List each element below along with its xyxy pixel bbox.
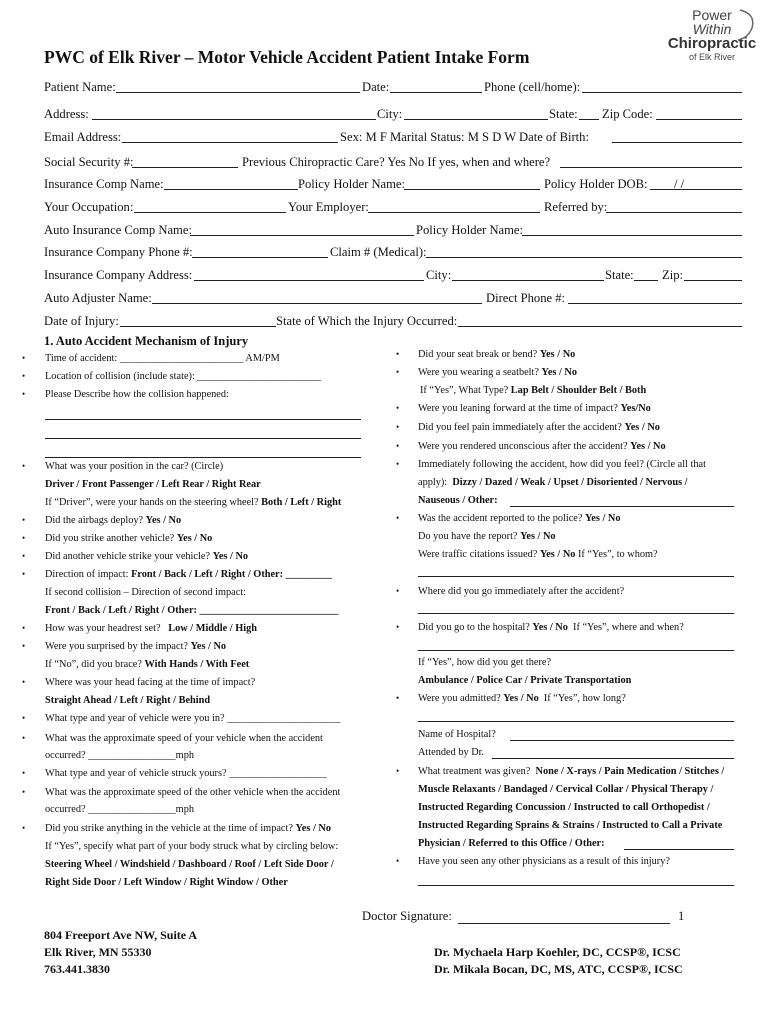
unconscious-options[interactable]: Yes / No	[630, 441, 666, 452]
page-title: PWC of Elk River – Motor Vehicle Accident Patient Intake Form	[44, 47, 530, 67]
bullet: •	[396, 856, 400, 866]
citation-field[interactable]	[418, 564, 734, 577]
swoosh-icon	[712, 8, 760, 42]
physicians-question: Have you seen any other physicians as a result of this injury?	[418, 856, 670, 867]
signature-label: Doctor Signature:	[362, 909, 452, 923]
hands-options[interactable]: Both / Left / Right	[261, 497, 342, 508]
footer-doctors	[434, 944, 683, 978]
feel-question: Immediately following the accident, how did you feel? (Circle all that	[418, 459, 706, 470]
bullet: •	[22, 461, 26, 471]
ssn-label: Social Security #:	[44, 155, 134, 169]
bullet: •	[22, 389, 26, 399]
zip2-field[interactable]	[684, 266, 742, 281]
address-label: Address:	[44, 107, 89, 121]
treatment-options-4[interactable]: Instructed Regarding Sprains & Strains / Instructed to Call a Private	[418, 820, 723, 831]
holder-dob-field[interactable]	[650, 175, 742, 190]
page-number: 1	[678, 909, 685, 923]
time-question[interactable]: Time of accident: ________________________ AM/PM	[45, 353, 280, 364]
injury-date-field[interactable]	[120, 312, 276, 327]
phone-label: Phone (cell/home):	[484, 80, 581, 94]
unconscious-text: Were you rendered unconscious after the accident?	[418, 441, 628, 452]
date-field[interactable]	[390, 78, 482, 93]
logo-line3: Chiropractic	[667, 35, 757, 52]
police-question	[418, 512, 620, 526]
address-line-2: Elk River, MN 55330	[44, 945, 152, 959]
seat-question	[418, 348, 575, 362]
feel-options[interactable]: Dizzy / Dazed / Weak / Upset / Disoriented / Nervous /	[452, 477, 688, 488]
date-label: Date:	[362, 80, 390, 94]
bullet: •	[22, 623, 26, 633]
logo-line1: Power	[692, 7, 732, 23]
bullet: •	[22, 787, 26, 797]
bullet: •	[396, 693, 400, 703]
strike-part-options-2[interactable]: Right Side Door / Left Window / Right Window / Other	[45, 877, 288, 888]
logo-line2: Within	[692, 21, 732, 37]
bullet: •	[22, 371, 26, 381]
other-speed-answer[interactable]: occurred? _________________mph	[45, 804, 194, 815]
pain-text: Did you feel pain immediately after the accident?	[418, 422, 622, 433]
strike-anything-text: Did you strike anything in the vehicle at the time of impact?	[45, 823, 293, 834]
ins-address-field[interactable]	[194, 266, 424, 281]
bullet: •	[22, 353, 26, 363]
surprised-text: Were you surprised by the impact?	[45, 641, 188, 652]
hospital-name-field[interactable]	[510, 728, 734, 741]
airbags-question	[45, 514, 181, 528]
ins-comp-label: Insurance Comp Name:	[44, 177, 164, 191]
vehicle-question[interactable]: What type and year of vehicle were you in? ______________________	[45, 713, 341, 724]
bullet: •	[396, 403, 400, 413]
bullet: •	[22, 768, 26, 778]
injury-state-field[interactable]	[458, 312, 742, 327]
physicians-field[interactable]	[418, 873, 734, 886]
airbags-text: Did the airbags deploy?	[45, 515, 144, 526]
strike-text: Did you strike another vehicle?	[45, 533, 175, 544]
bullet: •	[22, 569, 26, 579]
bullet: •	[22, 713, 26, 723]
admitted-options[interactable]: Yes / No	[503, 693, 539, 704]
seat-text: Did your seat break or bend?	[418, 349, 538, 360]
lean-options[interactable]: Yes/No	[620, 403, 651, 414]
struck-options[interactable]: Yes / No	[212, 551, 249, 562]
bullet: •	[396, 622, 400, 632]
phone-field[interactable]	[582, 78, 742, 93]
patient-name-field[interactable]	[116, 78, 360, 93]
adjuster-field[interactable]	[152, 289, 482, 304]
treatment-text: What treatment was given?	[418, 766, 531, 777]
employer-field[interactable]	[368, 198, 540, 213]
position-options[interactable]: Driver / Front Passenger / Left Rear / Right Rear	[45, 479, 261, 490]
location-question[interactable]: Location of collision (include state): ________________________	[45, 371, 321, 382]
bullet: •	[396, 441, 400, 451]
ssn-field[interactable]	[132, 153, 238, 168]
holder-dob-slashes: / /	[674, 177, 685, 191]
treatment-options-5[interactable]: Physician / Referred to this Office / Other:	[418, 838, 605, 849]
claim-field[interactable]	[426, 243, 742, 258]
where-question: Where did you go immediately after the accident?	[418, 586, 625, 597]
direction-question	[45, 568, 332, 582]
referred-field[interactable]	[606, 198, 742, 213]
admitted-field[interactable]	[418, 709, 734, 722]
injury-state-label: State of Which the Injury Occurred:	[276, 314, 458, 328]
hospital-field[interactable]	[418, 638, 734, 651]
auto-ins-label: Auto Insurance Comp Name:	[44, 223, 192, 237]
treatment-options-2[interactable]: Muscle Relaxants / Bandaged / Cervical Collar / Physical Therapy /	[418, 784, 714, 795]
treatment-options-1[interactable]: None / X-rays / Pain Medication / Stitches /	[535, 766, 725, 777]
holder-dob-label: Policy Holder DOB:	[544, 177, 648, 191]
address-line-1: 804 Freeport Ave NW, Suite A	[44, 928, 198, 942]
city-label: City:	[377, 107, 403, 121]
hospital-text: Did you go to the hospital?	[418, 622, 530, 633]
admitted-text: Were you admitted?	[418, 693, 501, 704]
get-there-options[interactable]: Ambulance / Police Car / Private Transportation	[418, 675, 632, 686]
doctor-2: Dr. Mikala Bocan, DC, MS, ATC, CCSP®, ICSC	[434, 962, 683, 976]
struck-question	[45, 550, 248, 564]
hospital-name-label: Name of Hospital?	[418, 729, 496, 740]
get-there-question: If “Yes”, how did you get there?	[418, 657, 552, 668]
claim-label: Claim # (Medical):	[330, 245, 427, 259]
ins-phone-field[interactable]	[192, 243, 328, 258]
injury-date-label: Date of Injury:	[44, 314, 119, 328]
zip2-label: Zip:	[662, 268, 683, 282]
report-text: Do you have the report?	[418, 531, 518, 542]
pain-options[interactable]: Yes / No	[624, 422, 660, 433]
bullet: •	[396, 513, 400, 523]
strike-question	[45, 532, 212, 546]
treatment-question	[418, 765, 724, 779]
admitted-question	[418, 692, 626, 706]
surprised-options[interactable]: Yes / No	[190, 641, 227, 652]
doctor-1: Dr. Mychaela Harp Koehler, DC, CCSP®, ICSC	[434, 945, 681, 959]
seat-options[interactable]: Yes / No	[539, 349, 576, 360]
pain-question	[418, 421, 660, 435]
ins-address-label: Insurance Company Address:	[44, 268, 193, 282]
citation-text-2: If “Yes”, to whom?	[577, 549, 658, 560]
bullet: •	[396, 422, 400, 432]
bullet: •	[22, 533, 26, 543]
treatment-other-field[interactable]	[624, 837, 734, 850]
attended-field[interactable]	[492, 746, 734, 759]
struck-text: Did another vehicle strike your vehicle?	[45, 551, 210, 562]
previous-chiro-label: Previous Chiropractic Care? Yes No If yes, when and where?	[242, 155, 551, 169]
second-collision-options[interactable]: Front / Back / Left / Right / Other: ___________________________	[45, 605, 339, 616]
report-question	[418, 530, 556, 544]
state-field[interactable]	[579, 105, 599, 120]
headrest-question	[45, 622, 257, 636]
bullet: •	[22, 677, 26, 687]
holder-name-label: Policy Holder Name:	[298, 177, 406, 191]
direct-phone-label: Direct Phone #:	[486, 291, 566, 305]
belt-type-options[interactable]: Lap Belt / Shoulder Belt / Both	[510, 385, 647, 396]
bullet: •	[22, 551, 26, 561]
surprised-question	[45, 640, 226, 654]
feel-options-2[interactable]: Nauseous / Other:	[418, 495, 498, 506]
hands-question-text: If “Driver”, were your hands on the steering wheel?	[45, 497, 259, 508]
police-text: Was the accident reported to the police?	[418, 513, 583, 524]
belt-type-question	[420, 384, 646, 398]
head-question: Where was your head facing at the time of impact?	[45, 677, 256, 688]
bullet: •	[22, 641, 26, 651]
patient-name-label: Patient Name:	[44, 80, 116, 94]
where-field[interactable]	[418, 601, 734, 614]
bullet: •	[22, 823, 26, 833]
bullet: •	[396, 766, 400, 776]
strike-options[interactable]: Yes / No	[176, 533, 213, 544]
address-field[interactable]	[92, 105, 376, 120]
zip-field[interactable]	[656, 105, 742, 120]
headrest-options[interactable]: Low / Middle / High	[168, 623, 257, 634]
footer-address	[44, 927, 197, 978]
direction-options[interactable]: Front / Back / Left / Right / Other: _________	[131, 569, 332, 580]
struck-vehicle-question[interactable]: What type and year of vehicle struck yours? ___________________	[45, 768, 327, 779]
describe-line[interactable]	[45, 424, 361, 439]
feel-other-field[interactable]	[510, 494, 734, 507]
strike-anything-question	[45, 822, 331, 836]
hospital-options[interactable]: Yes / No	[532, 622, 568, 633]
logo-line4: of Elk River	[688, 52, 735, 62]
second-collision-question: If second collision – Direction of second impact:	[45, 587, 247, 598]
ins-phone-label: Insurance Company Phone #:	[44, 245, 193, 259]
bullet: •	[396, 459, 400, 469]
brace-question	[45, 658, 249, 672]
state2-label: State:	[605, 268, 634, 282]
speed-answer[interactable]: occurred? _________________mph	[45, 750, 194, 761]
describe-line[interactable]	[45, 443, 361, 458]
referred-label: Referred by:	[544, 200, 608, 214]
admitted-text-2: If “Yes”, how long?	[543, 693, 626, 704]
email-label: Email Address:	[44, 130, 122, 144]
occupation-field[interactable]	[134, 198, 286, 213]
auto-holder-field[interactable]	[522, 221, 742, 236]
occupation-label: Your Occupation:	[44, 200, 134, 214]
bullet: •	[22, 515, 26, 525]
feel-line	[418, 476, 688, 490]
bullet: •	[396, 349, 400, 359]
logo	[662, 8, 762, 78]
state-label: State:	[549, 107, 578, 121]
section-title: 1. Auto Accident Mechanism of Injury	[44, 334, 249, 348]
position-question: What was your position in the car? (Circle)	[45, 461, 224, 472]
strike-anything-options[interactable]: Yes / No	[295, 823, 331, 834]
head-options[interactable]: Straight Ahead / Left / Right / Behind	[45, 695, 211, 706]
strike-part-options-1[interactable]: Steering Wheel / Windshield / Dashboard / Roof / Left Side Door /	[45, 859, 334, 870]
employer-label: Your Employer:	[288, 200, 369, 214]
speed-question: What was the approximate speed of your vehicle when the accident	[45, 733, 323, 744]
other-speed-question: What was the approximate speed of the other vehicle when the accident	[45, 787, 341, 798]
report-options[interactable]: Yes / No	[520, 531, 556, 542]
belt-text: Were you wearing a seatbelt?	[418, 367, 539, 378]
unconscious-question	[418, 440, 666, 454]
feel-apply: apply):	[418, 477, 448, 488]
city2-field[interactable]	[452, 266, 604, 281]
bullet: •	[22, 733, 26, 743]
state2-field[interactable]	[634, 266, 658, 281]
treatment-options-3[interactable]: Instructed Regarding Concussion / Instructed to call Orthopedist /	[418, 802, 710, 813]
previous-chiro-field[interactable]	[560, 153, 742, 168]
police-options[interactable]: Yes / No	[585, 513, 621, 524]
citation-text: Were traffic citations issued?	[418, 549, 538, 560]
attended-label: Attended by Dr.	[418, 747, 485, 758]
bullet: •	[396, 367, 400, 377]
dob-field[interactable]	[612, 128, 742, 143]
direction-text: Direction of impact:	[45, 569, 129, 580]
sex-marital-dob-label: Sex: M F Marital Status: M S D W Date of Birth:	[340, 130, 589, 144]
adjuster-label: Auto Adjuster Name:	[44, 291, 152, 305]
city2-label: City:	[426, 268, 452, 282]
hands-question	[45, 496, 341, 510]
belt-type-text: If “Yes”, What Type?	[420, 385, 509, 396]
clinic-phone: 763.441.3830	[44, 962, 110, 976]
bullet: •	[396, 586, 400, 596]
belt-options[interactable]: Yes / No	[541, 367, 578, 378]
citation-options[interactable]: Yes / No	[539, 549, 576, 560]
auto-ins-field[interactable]	[190, 221, 414, 236]
describe-line[interactable]	[45, 405, 361, 420]
feel-line-2	[418, 494, 498, 508]
brace-text: If “No”, did you brace?	[45, 659, 142, 670]
hospital-question	[418, 621, 684, 635]
lean-question	[418, 402, 651, 416]
direct-phone-field[interactable]	[568, 289, 742, 304]
auto-holder-label: Policy Holder Name:	[416, 223, 524, 237]
city-field[interactable]	[404, 105, 548, 120]
email-field[interactable]	[122, 128, 338, 143]
citation-question	[418, 548, 658, 562]
describe-question: Please Describe how the collision happened:	[45, 389, 229, 400]
signature-field[interactable]	[458, 909, 670, 924]
strike-part-question: If “Yes”, specify what part of your body struck what by circling below:	[45, 841, 339, 852]
holder-name-field[interactable]	[404, 175, 540, 190]
lean-text: Were you leaning forward at the time of impact?	[418, 403, 618, 414]
brace-options[interactable]: With Hands / With Feet	[144, 659, 250, 670]
headrest-text: How was your headrest set?	[45, 623, 161, 634]
hospital-text-2: If “Yes”, where and when?	[573, 622, 684, 633]
zip-label: Zip Code:	[602, 107, 653, 121]
ins-comp-field[interactable]	[164, 175, 298, 190]
belt-question	[418, 366, 577, 380]
airbags-options[interactable]: Yes / No	[145, 515, 182, 526]
